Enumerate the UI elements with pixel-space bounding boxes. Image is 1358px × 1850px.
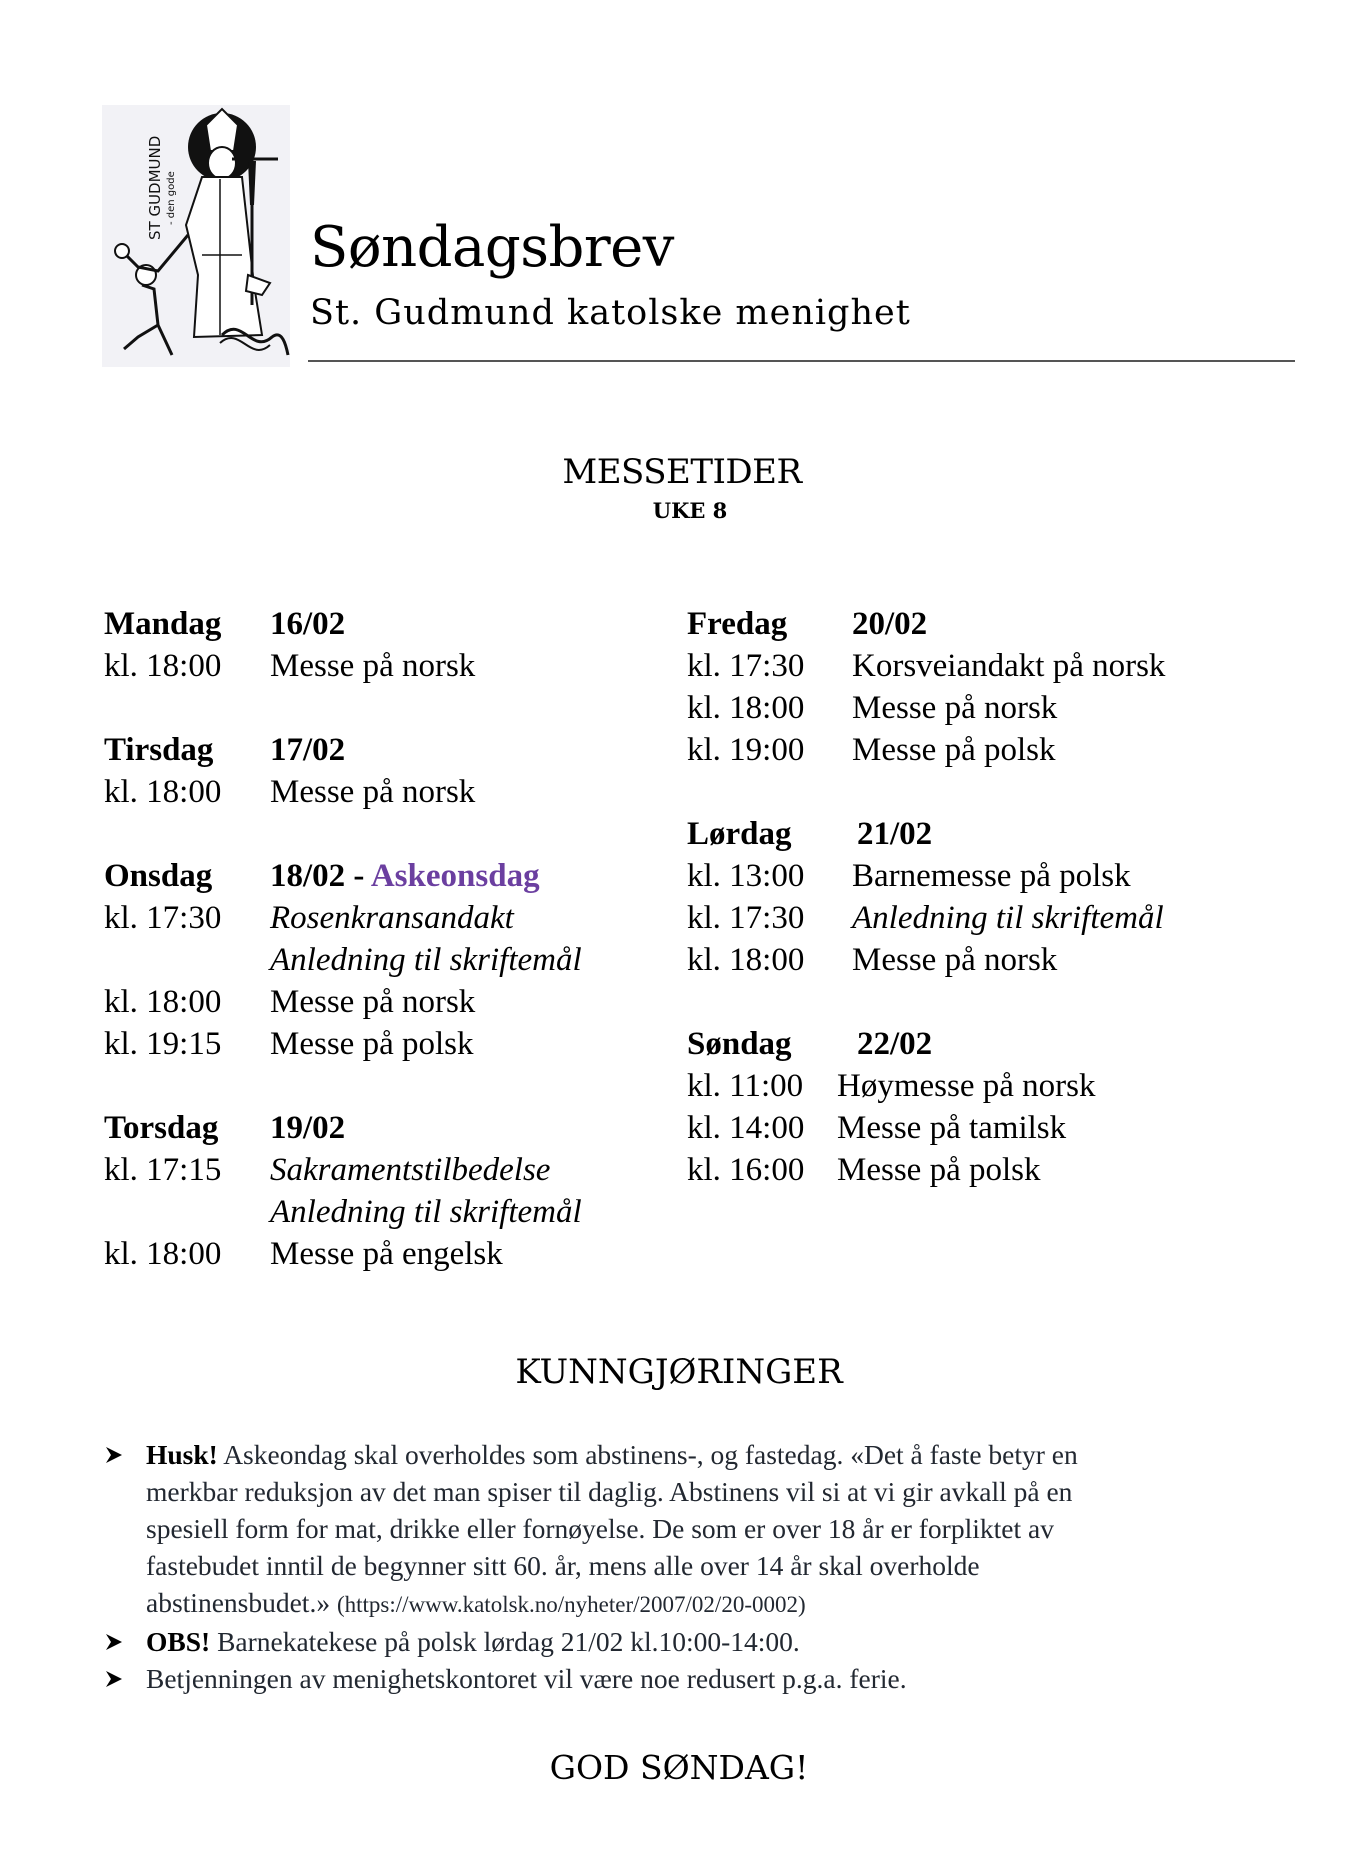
parish-logo (102, 105, 290, 367)
announcement-line: fastebudet inntil de begynner sitt 60. år, mens alle over 14 år skal overholde (146, 1550, 980, 1581)
entry-text: Korsveiandakt på norsk (852, 648, 1166, 684)
entry-time: kl. 13:00 (687, 858, 805, 894)
entry-time: kl. 19:00 (687, 732, 805, 768)
entry-text: Anledning til skriftemål (270, 942, 582, 978)
day-date: 21/02 (857, 816, 933, 852)
schedule-entry (687, 1065, 1287, 1107)
spacer (687, 981, 1287, 1023)
schedule-entry (687, 729, 1287, 771)
schedule-entry (687, 1149, 1287, 1191)
entry-time: kl. 14:00 (687, 1110, 805, 1146)
day-name: Onsdag (104, 858, 213, 894)
entry-time: kl. 17:30 (687, 648, 805, 684)
entry-text: Messe på norsk (270, 774, 476, 810)
entry-time: kl. 17:15 (104, 1152, 222, 1188)
entry-time: kl. 19:15 (104, 1026, 222, 1062)
day-header-tuesday (104, 729, 664, 771)
announcement-line: spesiell form for mat, drikke eller fornøyelse. De som er over 18 år er forpliktet av (146, 1513, 1054, 1544)
entry-time: kl. 18:00 (687, 690, 805, 726)
entry-time: kl. 18:00 (104, 648, 222, 684)
day-header-monday (104, 603, 664, 645)
entry-text: Messe på polsk (270, 1026, 474, 1062)
entry-time: kl. 18:00 (104, 1236, 222, 1272)
day-name: Mandag (104, 606, 222, 642)
mass-times-heading: MESSETIDER (562, 452, 802, 492)
entry-time: kl. 17:30 (687, 900, 805, 936)
announcement-item (104, 1660, 1304, 1697)
day-name: Torsdag (104, 1110, 219, 1146)
schedule-entry (104, 1233, 664, 1275)
entry-time (104, 939, 270, 981)
source-link[interactable]: (https://www.katolsk.no/nyheter/2007/02/20-0002) (336, 1592, 806, 1617)
spacer (104, 813, 664, 855)
spacer (104, 1065, 664, 1107)
spacer (687, 771, 1287, 813)
schedule-entry (104, 1023, 664, 1065)
schedule-right-column (687, 603, 1287, 1191)
day-name: Søndag (687, 1026, 792, 1062)
entry-text: Messe på polsk (852, 732, 1056, 768)
day-name: Tirsdag (104, 732, 214, 768)
schedule-entry (687, 1107, 1287, 1149)
saint-gudmund-illustration-icon (102, 105, 290, 367)
schedule-entry (104, 1149, 664, 1191)
day-header-saturday (687, 813, 1287, 855)
entry-text: Messe på tamilsk (837, 1110, 1067, 1146)
announcement-line: Betjenningen av menighetskontoret vil være noe redusert p.g.a. ferie. (146, 1663, 907, 1694)
day-date-with-feast (270, 855, 540, 897)
schedule-entry (104, 645, 664, 687)
announcements-heading: KUNNGJØRINGER (515, 1352, 843, 1392)
schedule-entry (104, 1191, 664, 1233)
week-label (0, 498, 1358, 524)
newsletter-title: Søndagsbrev (310, 215, 674, 280)
date-separator: - (345, 858, 371, 894)
day-date: 16/02 (270, 606, 346, 642)
entry-text: Messe på norsk (852, 690, 1058, 726)
announcement-item (104, 1436, 1304, 1623)
day-date: 20/02 (852, 606, 928, 642)
spacer (104, 687, 664, 729)
entry-text: Messe på norsk (270, 984, 476, 1020)
day-header-friday (687, 603, 1287, 645)
entry-time: kl. 16:00 (687, 1152, 805, 1188)
day-date: 19/02 (270, 1110, 346, 1146)
entry-text: Messe på norsk (852, 942, 1058, 978)
announcement-line (146, 1584, 1304, 1623)
entry-text: Anledning til skriftemål (270, 1194, 582, 1230)
schedule-entry (104, 897, 664, 939)
entry-text: Høymesse på norsk (837, 1068, 1096, 1104)
announcement-text: Barnekatekese på polsk lørdag 21/02 kl.10:00-14:00. (210, 1626, 800, 1657)
schedule-entry (687, 687, 1287, 729)
schedule-entry (687, 645, 1287, 687)
parish-name: St. Gudmund katolske menighet (310, 293, 911, 333)
entry-text: Barnemesse på polsk (852, 858, 1131, 894)
arrowhead-bullet-icon (104, 1436, 128, 1474)
entry-text: Anledning til skriftemål (852, 900, 1164, 936)
announcement-lead: OBS! (146, 1626, 211, 1657)
entry-text: Rosenkransandakt (270, 900, 514, 936)
schedule-entry (104, 981, 664, 1023)
day-name: Lørdag (687, 816, 792, 852)
schedule-entry (104, 771, 664, 813)
announcement-line (146, 1436, 1304, 1473)
schedule-entry (104, 939, 664, 981)
day-date: 18/02 (270, 858, 346, 894)
announcement-text: abstinensbudet.» (146, 1587, 337, 1618)
feast-name: Askeonsdag (370, 858, 540, 894)
day-header-thursday (104, 1107, 664, 1149)
announcement-text: Askeondag skal overholdes som abstinens-, og fastedag. «Det å faste betyr en (217, 1439, 1078, 1470)
entry-time: kl. 18:00 (104, 984, 222, 1020)
week-number: UKE 8 (652, 498, 728, 523)
announcement-line: merkbar reduksjon av det man spiser til daglig. Abstinens vil si at vi gir avkall på en (146, 1476, 1073, 1507)
schedule-left-column (104, 603, 664, 1275)
svg-text:- den gode: - den gode (166, 171, 177, 225)
schedule-entry (687, 939, 1287, 981)
closing-greeting: GOD SØNDAG! (549, 1748, 809, 1787)
announcement-item (104, 1623, 1304, 1660)
day-date: 17/02 (270, 732, 346, 768)
schedule-entry (687, 855, 1287, 897)
entry-text: Messe på engelsk (270, 1236, 503, 1272)
entry-time: kl. 17:30 (104, 900, 222, 936)
header-divider (308, 360, 1295, 362)
svg-text:ST GUDMUND: ST GUDMUND (146, 135, 164, 240)
day-header-sunday (687, 1023, 1287, 1065)
announcements-list (104, 1436, 1304, 1697)
entry-text: Sakramentstilbedelse (270, 1152, 551, 1188)
day-name: Fredag (687, 606, 788, 642)
entry-time (104, 1191, 270, 1233)
day-header-wednesday (104, 855, 664, 897)
entry-time: kl. 18:00 (104, 774, 222, 810)
arrowhead-bullet-icon (104, 1623, 128, 1661)
schedule-entry (687, 897, 1287, 939)
announcement-line (146, 1623, 1304, 1660)
entry-time: kl. 18:00 (687, 942, 805, 978)
entry-time: kl. 11:00 (687, 1068, 804, 1104)
announcement-lead: Husk! (146, 1439, 218, 1470)
entry-text: Messe på norsk (270, 648, 476, 684)
day-date: 22/02 (857, 1026, 933, 1062)
entry-text: Messe på polsk (837, 1152, 1041, 1188)
arrowhead-bullet-icon (104, 1660, 128, 1698)
